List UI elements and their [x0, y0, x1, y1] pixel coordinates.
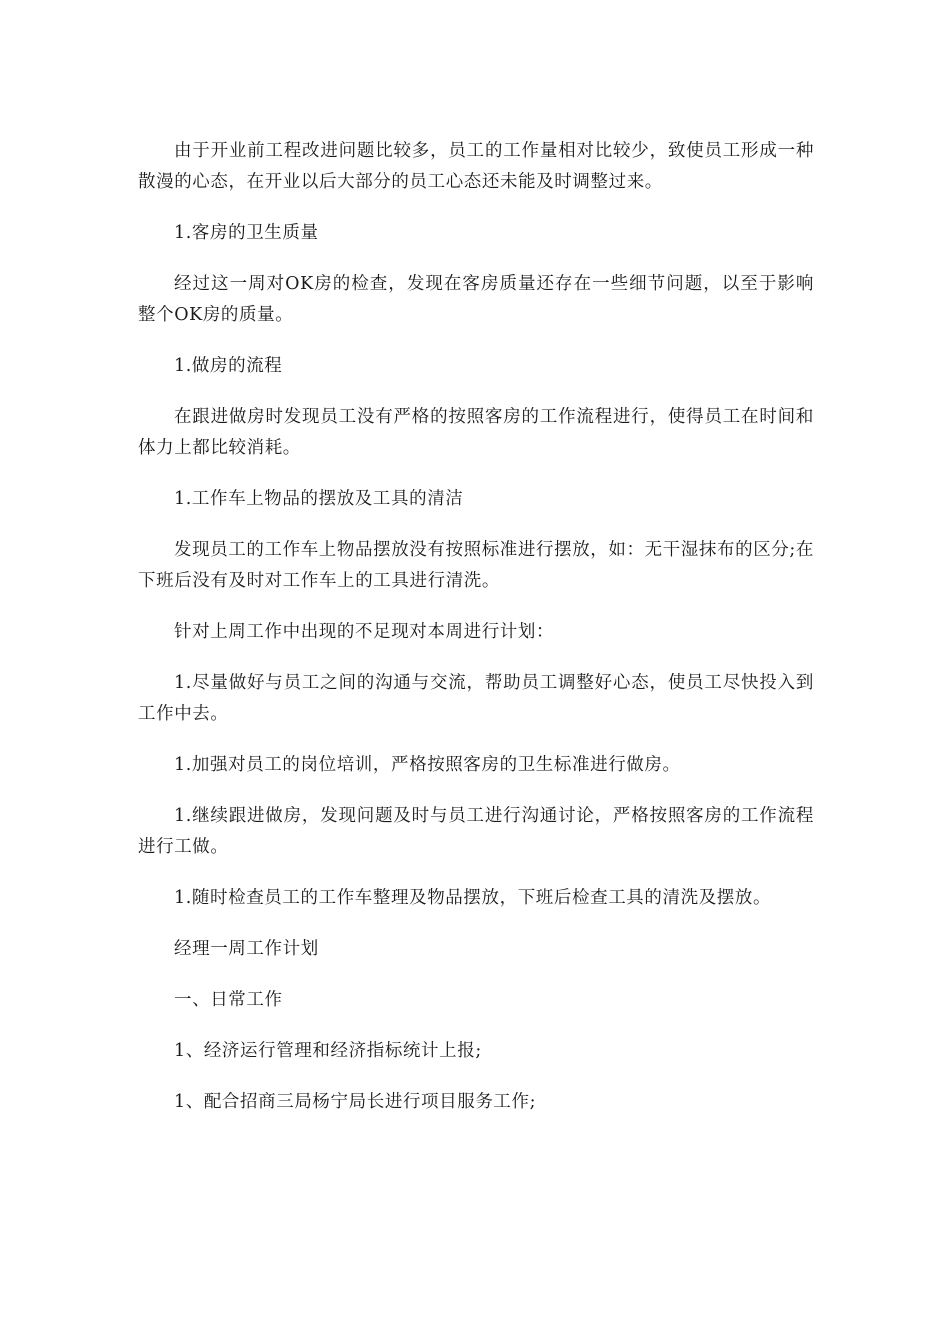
heading-cart-items-and-tools: 1.工作车上物品的摆放及工具的清洁 — [174, 489, 464, 509]
heading-room-making-process: 1.做房的流程 — [174, 356, 283, 376]
paragraph-staff-attitude: 由于开业前工程改进问题比较多，员工的工作量相对比较少，致使员工形成一种散漫的心态，在开业以后大部分的员工心态还未能及时调整过来。 — [138, 141, 814, 192]
heading-daily-work: 一、日常工作 — [174, 990, 283, 1010]
paragraph-weekly-plan-intro: 针对上周工作中出现的不足现对本周进行计划： — [174, 622, 555, 642]
list-item-economic-management: 1、经济运行管理和经济指标统计上报; — [174, 1041, 482, 1061]
paragraph-process-followup: 在跟进做房时发现员工没有严格的按照客房的工作流程进行，使得员工在时间和体力上都比较消耗。 — [138, 407, 814, 458]
plan-item-followup: 1.继续跟进做房，发现问题及时与员工进行沟通讨论，严格按照客房的工作流程进行工做。 — [138, 806, 814, 857]
heading-manager-weekly-plan: 经理一周工作计划 — [174, 939, 319, 959]
plan-item-inspection: 1.随时检查员工的工作车整理及物品摆放，下班后检查工具的清洗及摆放。 — [174, 888, 772, 908]
plan-item-communication: 1.尽量做好与员工之间的沟通与交流，帮助员工调整好心态，使员工尽快投入到工作中去。 — [138, 673, 814, 724]
paragraph-ok-room-inspection: 经过这一周对OK房的检查，发现在客房质量还存在一些细节问题，以至于影响整个OK房的质量。 — [138, 274, 814, 325]
paragraph-cart-placement: 发现员工的工作车上物品摆放没有按照标准进行摆放，如：无干湿抹布的区分;在下班后没有及时对工作车上的工具进行清洗。 — [138, 540, 814, 591]
plan-item-training: 1.加强对员工的岗位培训，严格按照客房的卫生标准进行做房。 — [174, 755, 681, 775]
heading-room-hygiene-quality: 1.客房的卫生质量 — [174, 223, 319, 243]
list-item-investment-service: 1、配合招商三局杨宁局长进行项目服务工作; — [174, 1092, 537, 1112]
document-body — [138, 136, 814, 1138]
